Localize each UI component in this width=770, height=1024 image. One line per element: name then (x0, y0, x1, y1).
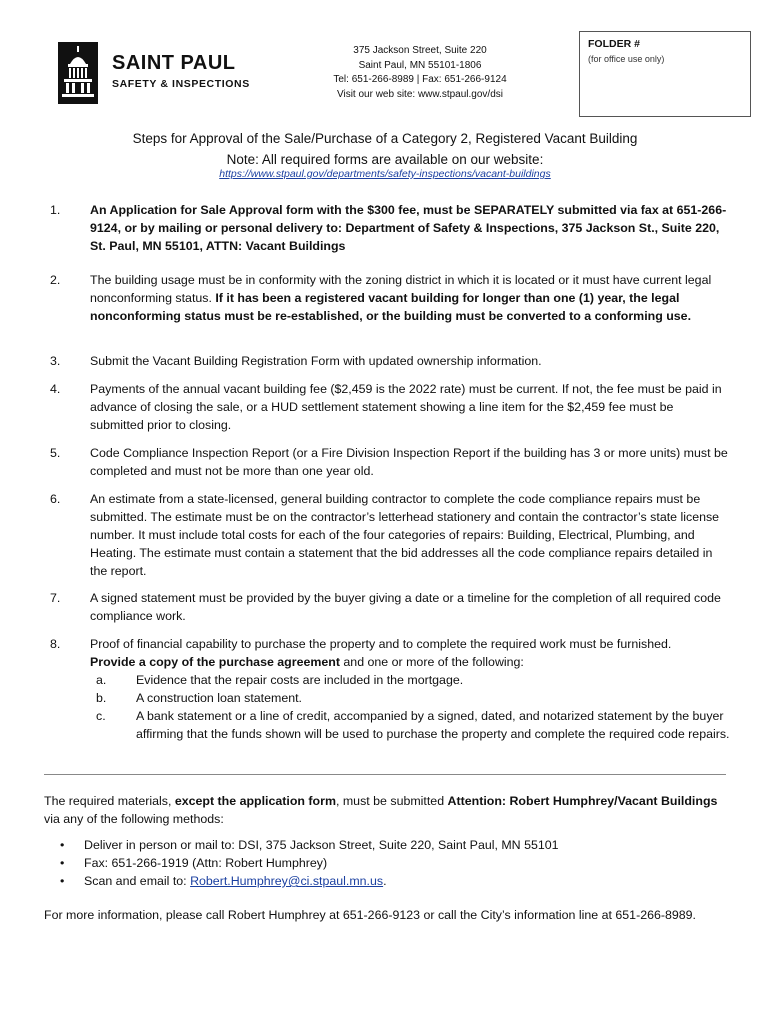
sub-item (90, 689, 730, 707)
more-info-text: For more information, please call Robert Humphrey at 651-266-9123 or call the City’s information line at 651-266-8989. (44, 908, 696, 922)
section-divider (44, 774, 726, 775)
item-number: 3. (50, 354, 61, 368)
item-text: An estimate from a state-licensed, general building contractor to complete the code compliance repairs must be submitted. The estimate must be on the contractor’s letterhead stationery and contain the contractor’s state license number. It must include total costs for each of the four categories of repairs: Building, Electrical, Plumbing, and Heating. The estimate must contain a statement that the bid addresses all the code compliance repairs detailed in the report. (90, 492, 720, 578)
item-text (90, 635, 730, 743)
sub-letter: c. (96, 709, 106, 723)
bullet-text: . (383, 874, 387, 888)
item-text: Payments of the annual vacant building fee ($2,459 is the 2022 rate) must be current. If not, the fee must be paid in advance of closing the sale, or a HUD settlement statement showing a line item for the $2,459 fee must be submitted prior to closing. (90, 382, 722, 432)
submission-instructions (44, 792, 734, 828)
address-line: Saint Paul, MN 55101-1806 (358, 59, 482, 71)
item-bold-text: An Application for Sale Approval form with the $300 fee, must be SEPARATELY submitted via fax at 651-266-9124, or by mailing or personal delivery to: Department of Safety & Inspections, 375 Jackson St., Suite 220, St. Paul, MN 55101, ATTN: Vacant Buildings (90, 203, 727, 253)
item-text (90, 271, 730, 325)
footer-text: The required materials, (44, 794, 175, 808)
item-text: Code Compliance Inspection Report (or a Fire Division Inspection Report if the building has 3 or more units) must be completed and must not be more than one year old. (90, 446, 728, 478)
email-link[interactable]: Robert.Humphrey@ci.stpaul.mn.us (190, 874, 384, 888)
sub-text: A construction loan statement. (136, 691, 302, 705)
item-plain-text: The building usage must be in conformity with the zoning district in which it is located or it must have current legal nonconforming status. (90, 273, 712, 305)
footer-text: , must be submitted (335, 794, 448, 808)
item-number: 7. (50, 591, 61, 605)
title-line: Steps for Approval of the Sale/Purchase of a Category 2, Registered Vacant Building (132, 131, 638, 146)
item-number: 2. (50, 273, 61, 287)
item-number: 6. (50, 492, 61, 506)
org-subtitle: SAFETY & INSPECTIONS (112, 78, 250, 90)
folder-number-box (579, 31, 751, 117)
item-text (90, 201, 730, 255)
item-number: 1. (50, 203, 61, 217)
item-number: 8. (50, 637, 61, 651)
item-text: A signed statement must be provided by the buyer giving a date or a timeline for the completion of all required code compliance work. (90, 591, 721, 623)
sub-item (90, 707, 730, 743)
folder-note: (for office use only) (588, 54, 665, 64)
bullet-icon: • (60, 838, 65, 852)
bullet-text: Deliver in person or mail to: DSI, 375 Jackson Street, Suite 220, Saint Paul, MN 55101 (84, 838, 559, 852)
bullet-text: Scan and email to: (84, 874, 191, 888)
sub-text: A bank statement or a line of credit, accompanied by a signed, dated, and notarized statement by the buyer affirming that the funds shown will be used to purchase the property and complete the required code repairs. (136, 709, 730, 741)
folder-title: FOLDER # (588, 38, 640, 50)
item-bold-text: If it has been a registered vacant building for longer than one (1) year, the legal nonconforming status must be re-established, or the building must be converted to a conforming use. (90, 291, 692, 323)
item-number: 4. (50, 382, 61, 396)
bullet-text: Fax: 651-266-1919 (Attn: Robert Humphrey) (84, 856, 328, 870)
bullet-icon: • (60, 856, 65, 870)
sub-letter: a. (96, 673, 107, 687)
item-text-line (90, 653, 730, 671)
title-note: Note: All required forms are available on our website: (226, 152, 544, 167)
list-item (60, 854, 560, 872)
item-number: 5. (50, 446, 61, 460)
item-text: Submit the Vacant Building Registration Form with updated ownership information. (90, 354, 542, 368)
footer-text: via any of the following methods: (44, 812, 224, 826)
footer-bold-text: except the application form (174, 794, 336, 808)
address-line: Visit our web site: www.stpaul.gov/dsi (336, 88, 503, 100)
sub-text: Evidence that the repair costs are included in the mortgage. (136, 673, 464, 687)
sub-item (90, 671, 730, 689)
item-plain-text: and one or more of the following: (339, 655, 524, 669)
office-address (310, 44, 530, 102)
bullet-icon: • (60, 874, 65, 888)
address-line: Tel: 651-266-8989 | Fax: 651-266-9124 (333, 74, 507, 85)
address-line: 375 Jackson Street, Suite 220 (353, 45, 487, 56)
item-bold-text: Provide a copy of the purchase agreement (90, 655, 340, 669)
item-plain-text: Proof of financial capability to purchase the property and to complete the required work must be furnished. (90, 637, 672, 651)
list-item (60, 836, 560, 854)
capitol-dome-icon (58, 42, 98, 104)
list-item (60, 872, 560, 890)
document-title (0, 128, 770, 170)
footer-bold-text: Attention: Robert Humphrey/Vacant Buildings (447, 794, 718, 808)
website-link[interactable]: https://www.stpaul.gov/departments/safety-inspections/vacant-buildings (219, 168, 551, 180)
submission-methods-list (60, 836, 560, 890)
sub-letter: b. (96, 691, 107, 705)
org-name: SAINT PAUL (112, 52, 236, 74)
